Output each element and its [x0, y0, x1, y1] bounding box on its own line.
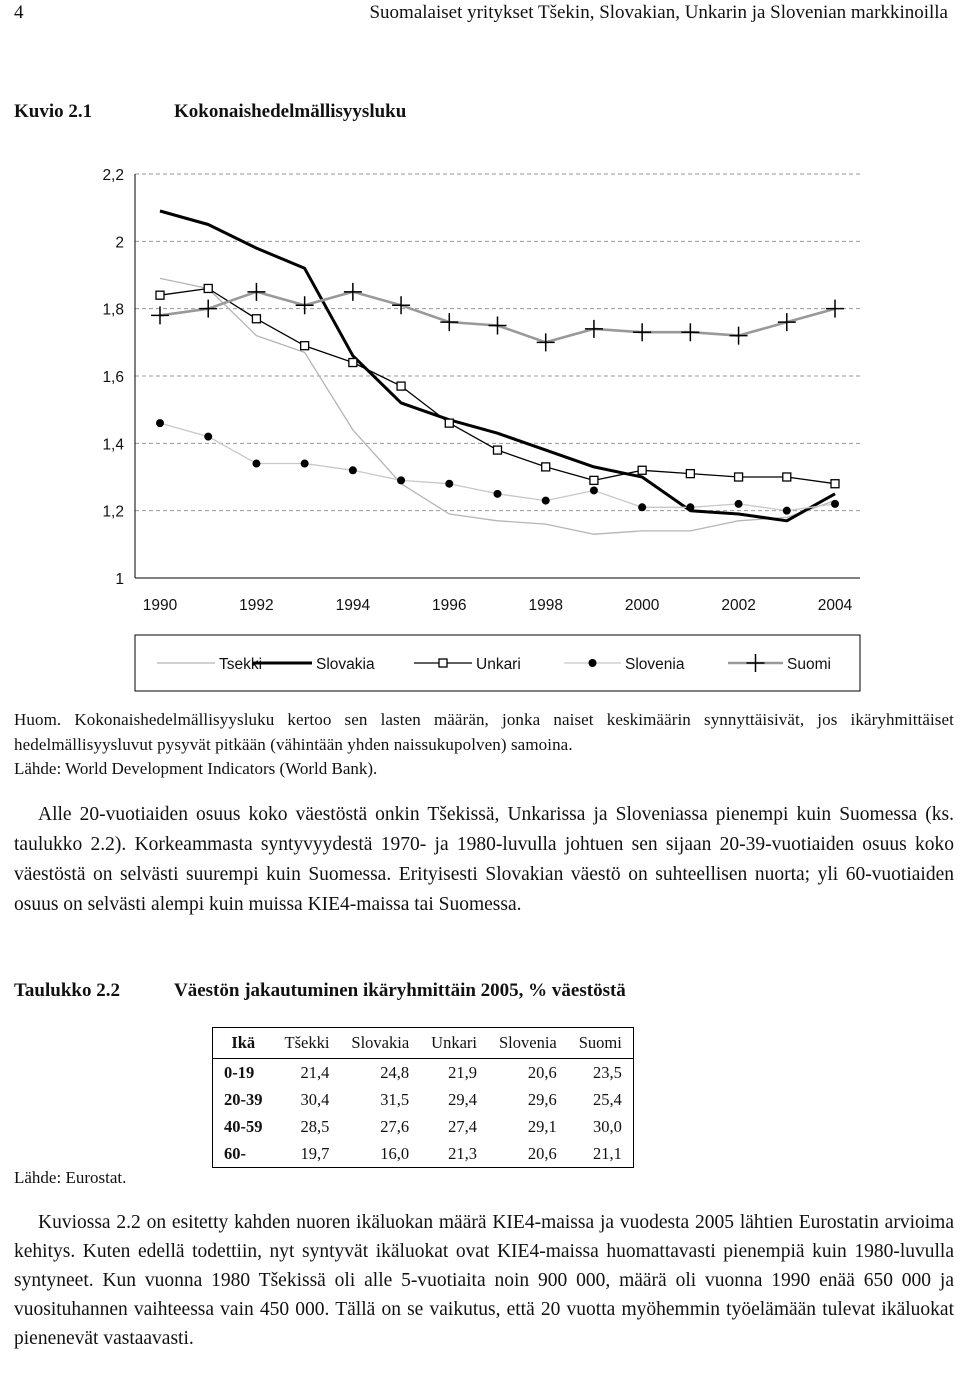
table-cell: 25,4: [592, 1089, 622, 1109]
y-tick-label: 1: [115, 571, 124, 588]
table-label: Taulukko 2.2: [14, 980, 120, 1001]
legend-label-suomi: Suomi: [787, 656, 831, 673]
data-point-unkari: [301, 342, 309, 350]
table-cell: 21,3: [448, 1143, 477, 1163]
table-cell: 60-: [224, 1143, 246, 1163]
data-point-slovenia: [735, 500, 743, 508]
table-cell: 20,6: [527, 1143, 557, 1163]
figure-note: Huom. Kokonaishedelmällisyysluku kertoo sen lasten määrän, jonka naiset keskimäärin synnyttäisivät, jos ikäryhmittäiset hedelmällisyysluvut pysyvät pitkään (vähintään yhden naissukupolven) samoina.: [14, 710, 954, 754]
table-header-row: [213, 1028, 634, 1059]
data-point-slovenia: [252, 460, 260, 468]
data-point-slovenia: [831, 500, 839, 508]
y-tick-label: 2: [115, 234, 124, 252]
table-cell: 30,4: [300, 1089, 330, 1109]
legend-marker-unkari: [439, 659, 447, 667]
data-point-suomi: [633, 323, 651, 341]
data-point-slovenia: [494, 490, 502, 498]
page-header: [14, 2, 948, 26]
running-title: Suomalaiset yritykset Tšekin, Slovakian, Unkarin ja Slovenian markkinoilla: [369, 2, 948, 23]
data-point-suomi: [440, 313, 458, 331]
y-tick-label: 1,8: [102, 301, 124, 319]
page-number: 4: [14, 2, 24, 23]
data-point-suomi: [296, 296, 314, 314]
table-cell: 27,4: [448, 1116, 477, 1136]
data-point-unkari: [831, 480, 839, 488]
data-point-unkari: [252, 315, 260, 323]
age-distribution-table: [212, 1027, 634, 1168]
table-row: [213, 1140, 634, 1168]
body-paragraph-1: [14, 800, 954, 920]
x-tick-label: 1994: [335, 597, 371, 614]
data-point-suomi: [585, 320, 603, 338]
body-paragraph-2: [14, 1208, 954, 1353]
data-point-unkari: [638, 466, 646, 474]
legend-label-slovakia: Slovakia: [316, 656, 375, 673]
table-row: [213, 1086, 634, 1113]
data-point-unkari: [783, 473, 791, 481]
table-row: [213, 1113, 634, 1140]
data-point-suomi: [537, 333, 555, 351]
x-tick-label: 1990: [142, 597, 178, 614]
data-point-suomi: [730, 327, 748, 345]
data-point-unkari: [204, 284, 212, 292]
table-cell: 29,6: [527, 1089, 557, 1109]
x-tick-label: 2002: [721, 597, 756, 614]
data-point-unkari: [397, 382, 405, 390]
data-point-suomi: [778, 313, 796, 331]
col-header-slovenia: Slovenia: [488, 1028, 568, 1059]
table-cell: 21,4: [300, 1062, 330, 1082]
col-header-czech: Tšekki: [274, 1028, 341, 1059]
table-cell: 24,8: [380, 1062, 410, 1082]
data-point-suomi: [247, 283, 265, 301]
table-cell: 40-59: [224, 1116, 263, 1136]
data-point-slovenia: [686, 503, 694, 511]
data-point-suomi: [199, 300, 217, 318]
table-cell: 0-19: [224, 1062, 255, 1082]
figure-title: Kokonaishedelmällisyysluku: [174, 101, 407, 122]
table-cell: 16,0: [380, 1143, 410, 1163]
data-point-slovenia: [204, 433, 212, 441]
x-tick-label: 2000: [624, 597, 660, 614]
data-point-suomi: [392, 296, 410, 314]
y-tick-label: 1,6: [102, 369, 124, 386]
x-tick-label: 2004: [817, 597, 853, 614]
x-tick-label: 1996: [432, 597, 467, 614]
table-source: Lähde: Eurostat.: [14, 1168, 127, 1187]
y-tick-label: 2,2: [102, 167, 124, 184]
figure-source: Lähde: World Development Indicators (World Bank).: [14, 759, 378, 778]
data-point-slovenia: [349, 466, 357, 474]
table-cell: 20,6: [527, 1062, 557, 1082]
body-paragraph-1-text: Alle 20-vuotiaiden osuus koko väestöstä onkin Tšekissä, Unkarissa ja Sloveniassa pienempi kuin Suomessa (ks. taulukko 2.2). Korkeammasta syntyvyydestä 1970- ja 1980-luvulla johtuen sen sijaan 20-39-vuotiaiden osuus koko väestöstä on selvästi suurempi kuin Suomessa. Erityisesti Slovakian väestö on suhteellisen nuorta; yli 60-vuotiaiden osuus on selvästi alempi kuin muissa KIE4-maissa tai Suomessa.: [14, 804, 954, 915]
data-point-unkari: [542, 463, 550, 471]
col-header-age: Ikä: [213, 1028, 274, 1059]
table-cell: 31,5: [380, 1089, 410, 1109]
data-point-slovenia: [445, 480, 453, 488]
data-point-unkari: [349, 359, 357, 367]
col-header-finland: Suomi: [568, 1028, 634, 1059]
data-point-slovenia: [301, 460, 309, 468]
data-point-unkari: [735, 473, 743, 481]
table-cell: 30,0: [592, 1116, 622, 1136]
table-title: Väestön jakautuminen ikäryhmittäin 2005, % väestöstä: [174, 980, 626, 1001]
data-point-slovenia: [783, 507, 791, 515]
table-cell: 23,5: [592, 1062, 622, 1082]
y-tick-label: 1,2: [102, 503, 124, 521]
table-cell: 28,5: [300, 1116, 330, 1136]
x-tick-label: 1992: [239, 597, 274, 614]
data-point-slovenia: [590, 486, 598, 494]
table-cell: 19,7: [300, 1143, 330, 1163]
table-cell: 29,4: [448, 1089, 477, 1109]
data-point-unkari: [494, 446, 502, 454]
data-point-suomi: [344, 283, 362, 301]
legend-label-tsekki: Tsekki: [219, 656, 263, 673]
table-cell: 21,9: [448, 1062, 477, 1082]
data-point-slovenia: [156, 419, 164, 427]
col-header-hungary: Unkari: [420, 1028, 488, 1059]
data-point-unkari: [445, 419, 453, 427]
data-point-suomi: [826, 300, 844, 318]
data-point-suomi: [489, 317, 507, 335]
x-tick-label: 1998: [528, 597, 563, 614]
data-point-slovenia: [542, 497, 550, 505]
y-tick-label: 1,4: [102, 436, 124, 454]
legend-marker-slovenia: [589, 659, 597, 667]
legend-label-slovenia: Slovenia: [625, 656, 685, 673]
fertility-line-chart: [0, 150, 960, 698]
data-point-slovenia: [397, 476, 405, 484]
legend-label-unkari: Unkari: [476, 656, 521, 673]
table-row: [213, 1059, 634, 1087]
series-line-slovakia: [160, 211, 835, 521]
table-cell: 21,1: [592, 1143, 622, 1163]
col-header-slovakia: Slovakia: [340, 1028, 420, 1059]
figure-label: Kuvio 2.1: [14, 101, 93, 122]
body-paragraph-2-text: Kuviossa 2.2 on esitetty kahden nuoren ikäluokan määrä KIE4-maissa ja vuodesta 2005 lähtien Eurostatin arvioima kehitys. Kuten edellä todettiin, nyt syntyvät ikäluokat ovat KIE4-maissa huomattavasti pienempiä kuin 1980-luvulla syntyneet. Kun vuonna 1980 Tšekissä oli alle 5-vuotiaita noin 900 000, määrä oli vuonna 1990 enää 650 000 ja vuosituhannen vaihteessa vain 450 000. Tällä on se vaikutus, että 20 vuotta myöhemmin työelämään tulevat ikäluokat pienenevät vastaavasti.: [14, 1212, 954, 1349]
table-cell: 27,6: [380, 1116, 410, 1136]
data-point-unkari: [686, 470, 694, 478]
data-point-unkari: [590, 476, 598, 484]
data-point-suomi: [681, 323, 699, 341]
data-point-slovenia: [638, 503, 646, 511]
data-point-unkari: [156, 291, 164, 299]
table-cell: 29,1: [527, 1116, 557, 1136]
table-cell: 20-39: [224, 1089, 263, 1109]
